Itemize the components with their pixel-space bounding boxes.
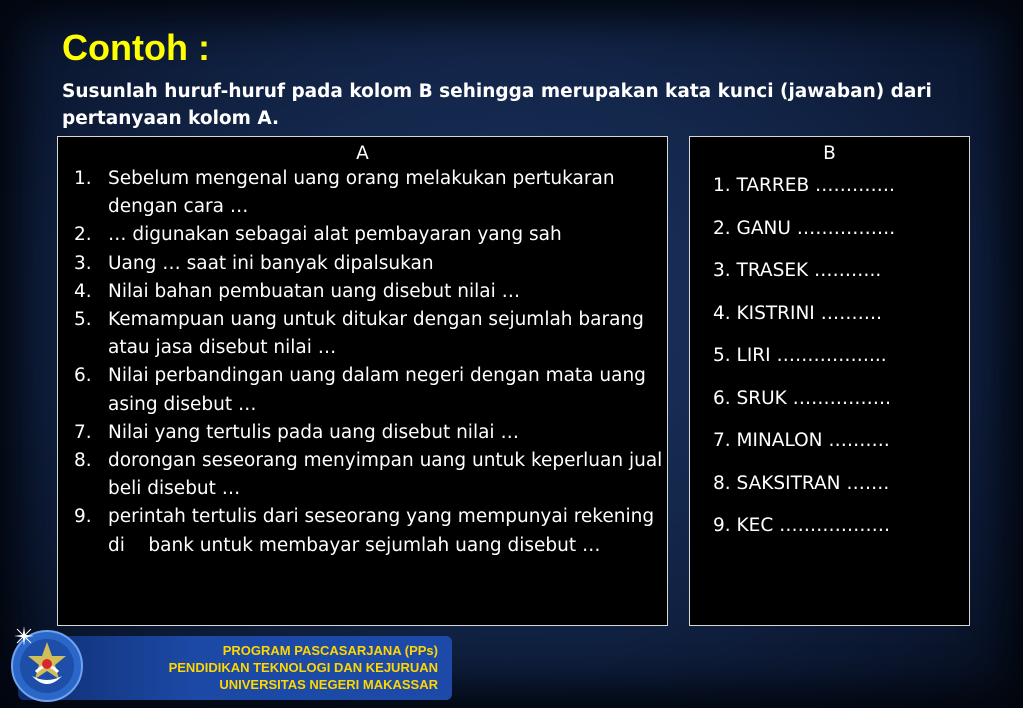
question-item (74, 250, 667, 278)
scrambled-word-item: 7. MINALON ………. (713, 430, 890, 451)
sparkle-icon (14, 626, 34, 646)
question-text: Kemampuan uang untuk ditukar dengan sejumlah barang atau jasa disebut nilai … (108, 309, 644, 359)
question-number: 2. (74, 224, 92, 246)
footer-university: UNIVERSITAS NEGERI MAKASSAR (219, 677, 438, 692)
question-item (74, 278, 667, 306)
question-number: 5. (74, 309, 92, 331)
column-b-heading: B (823, 143, 836, 164)
question-item (74, 362, 667, 418)
question-text: Uang … saat ini banyak dipalsukan (108, 252, 434, 274)
footer-program: PROGRAM PASCASARJANA (PPs) (222, 643, 438, 658)
question-number: 4. (74, 280, 92, 302)
question-number: 7. (74, 421, 92, 443)
question-item (74, 447, 667, 503)
question-number: 3. (74, 252, 92, 274)
scrambled-word-item: 9. KEC ……………… (713, 515, 891, 536)
question-item (74, 306, 667, 362)
slide-instruction: Susunlah huruf-huruf pada kolom B sehingga merupakan kata kunci (jawaban) dari pertanyaan kolom A. (62, 81, 932, 129)
scrambled-word-item: 2. GANU ……………. (713, 217, 896, 239)
question-number: 6. (74, 365, 92, 387)
question-number: 8. (74, 450, 92, 472)
question-item (74, 419, 667, 447)
column-a-questions (58, 165, 667, 560)
question-text: perintah tertulis dari seseorang yang mempunyai rekening di bank untuk membayar sejumlah uang disebut … (108, 506, 660, 556)
scrambled-word-item: 5. LIRI ……………... (713, 345, 887, 366)
column-a-heading: A (356, 143, 369, 164)
slide-title: Contoh : (62, 27, 210, 68)
question-item (74, 165, 667, 221)
question-text: … digunakan sebagai alat pembayaran yang sah (108, 224, 562, 246)
scrambled-word-item: 8. SAKSITRAN ……. (713, 472, 890, 494)
question-text: Nilai bahan pembuatan uang disebut nilai … (108, 280, 521, 302)
scrambled-word-item: 4. KISTRINI ………. (713, 302, 883, 324)
scrambled-word-item: 6. SRUK ……………. (713, 387, 892, 409)
question-text: Nilai perbandingan uang dalam negeri dengan mata uang asing disebut … (108, 365, 646, 415)
footer-institution-text (169, 642, 438, 693)
column-b-box (689, 136, 970, 626)
question-item (74, 503, 667, 559)
column-a-box (57, 136, 668, 626)
question-text: dorongan seseorang menyimpan uang untuk keperluan jual beli disebut … (108, 450, 663, 500)
question-item (74, 221, 667, 249)
question-text: Sebelum mengenal uang orang melakukan pertukaran dengan cara … (108, 168, 615, 218)
scrambled-word-item: 1. TARREB …………. (713, 175, 895, 196)
scrambled-word-item: 3. TRASEK ……….. (713, 260, 882, 281)
footer-department: PENDIDIKAN TEKNOLOGI DAN KEJURUAN (168, 660, 438, 675)
question-number: 1. (74, 168, 92, 189)
column-b-scrambled-words (690, 165, 969, 548)
question-text: Nilai yang tertulis pada uang disebut nilai … (108, 421, 519, 443)
question-number: 9. (74, 506, 92, 528)
